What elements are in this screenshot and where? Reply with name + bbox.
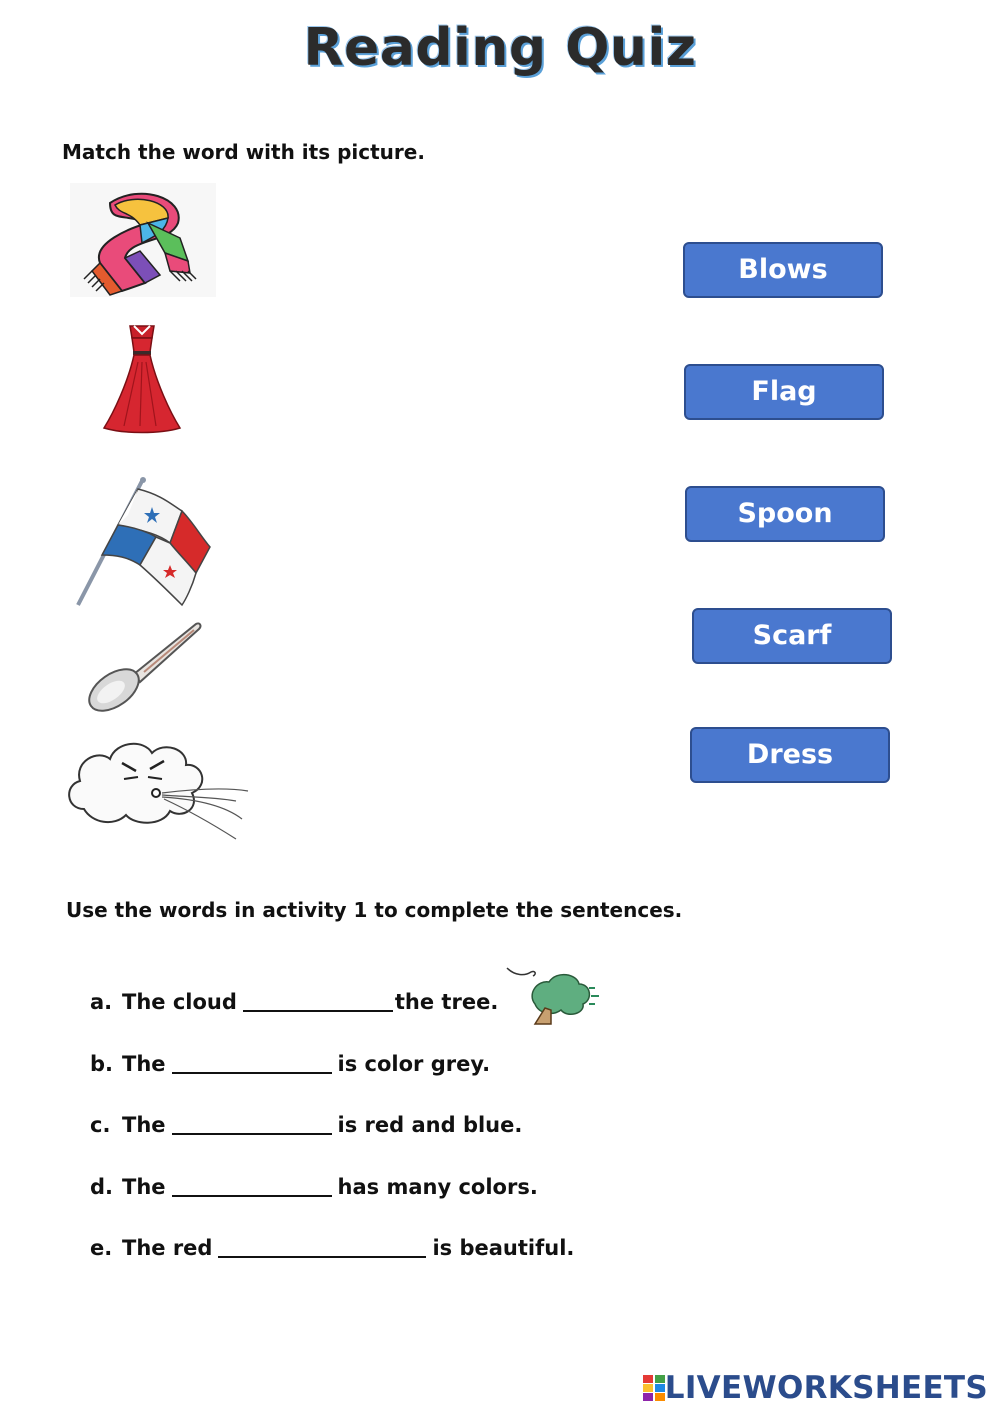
sentence-after: is color grey. xyxy=(337,1052,491,1076)
answer-blank-c[interactable] xyxy=(172,1113,332,1135)
scarf-image xyxy=(70,183,216,297)
word-blows-button[interactable]: Blows xyxy=(683,242,883,298)
sentence-before: The xyxy=(122,1052,166,1076)
answer-blank-a[interactable] xyxy=(243,990,393,1012)
liveworksheets-logo xyxy=(643,1370,988,1406)
brand-text: LIVEWORKSHEETS xyxy=(664,1370,988,1406)
activity2-instruction: Use the words in activity 1 to complete the sentences. xyxy=(66,898,683,922)
spoon-image xyxy=(84,616,206,712)
activity1-instruction: Match the word with its picture. xyxy=(62,140,425,164)
sentence-before: The red xyxy=(122,1236,213,1260)
liveworksheets-logo-icon xyxy=(643,1375,665,1401)
sentence-c xyxy=(90,1113,522,1137)
sentence-before: The xyxy=(122,1113,166,1137)
flag-image xyxy=(72,475,214,609)
sentence-letter: d. xyxy=(90,1175,114,1199)
sentence-before: The xyxy=(122,1175,166,1199)
sentence-before: The cloud xyxy=(122,990,237,1014)
sentence-b xyxy=(90,1052,490,1076)
sentence-after: is beautiful. xyxy=(432,1236,575,1260)
answer-blank-e[interactable] xyxy=(218,1236,426,1258)
word-scarf-button[interactable]: Scarf xyxy=(692,608,892,664)
dress-image xyxy=(100,322,184,434)
windy-tree-icon xyxy=(505,964,603,1028)
sentence-d xyxy=(90,1175,538,1199)
word-spoon-button[interactable]: Spoon xyxy=(685,486,885,542)
sentence-e xyxy=(90,1236,574,1260)
word-flag-button[interactable]: Flag xyxy=(684,364,884,420)
sentence-letter: c. xyxy=(90,1113,111,1137)
sentence-letter: e. xyxy=(90,1236,113,1260)
sentence-after: has many colors. xyxy=(337,1175,538,1199)
sentence-a xyxy=(90,990,498,1014)
cloud-blowing-image xyxy=(64,735,250,843)
sentence-after: is red and blue. xyxy=(337,1113,523,1137)
sentence-after: the tree. xyxy=(394,990,499,1014)
answer-blank-d[interactable] xyxy=(172,1175,332,1197)
sentence-letter: a. xyxy=(90,990,113,1014)
sentence-letter: b. xyxy=(90,1052,114,1076)
page-title: Reading Quiz xyxy=(303,18,697,78)
answer-blank-b[interactable] xyxy=(172,1052,332,1074)
word-dress-button[interactable]: Dress xyxy=(690,727,890,783)
